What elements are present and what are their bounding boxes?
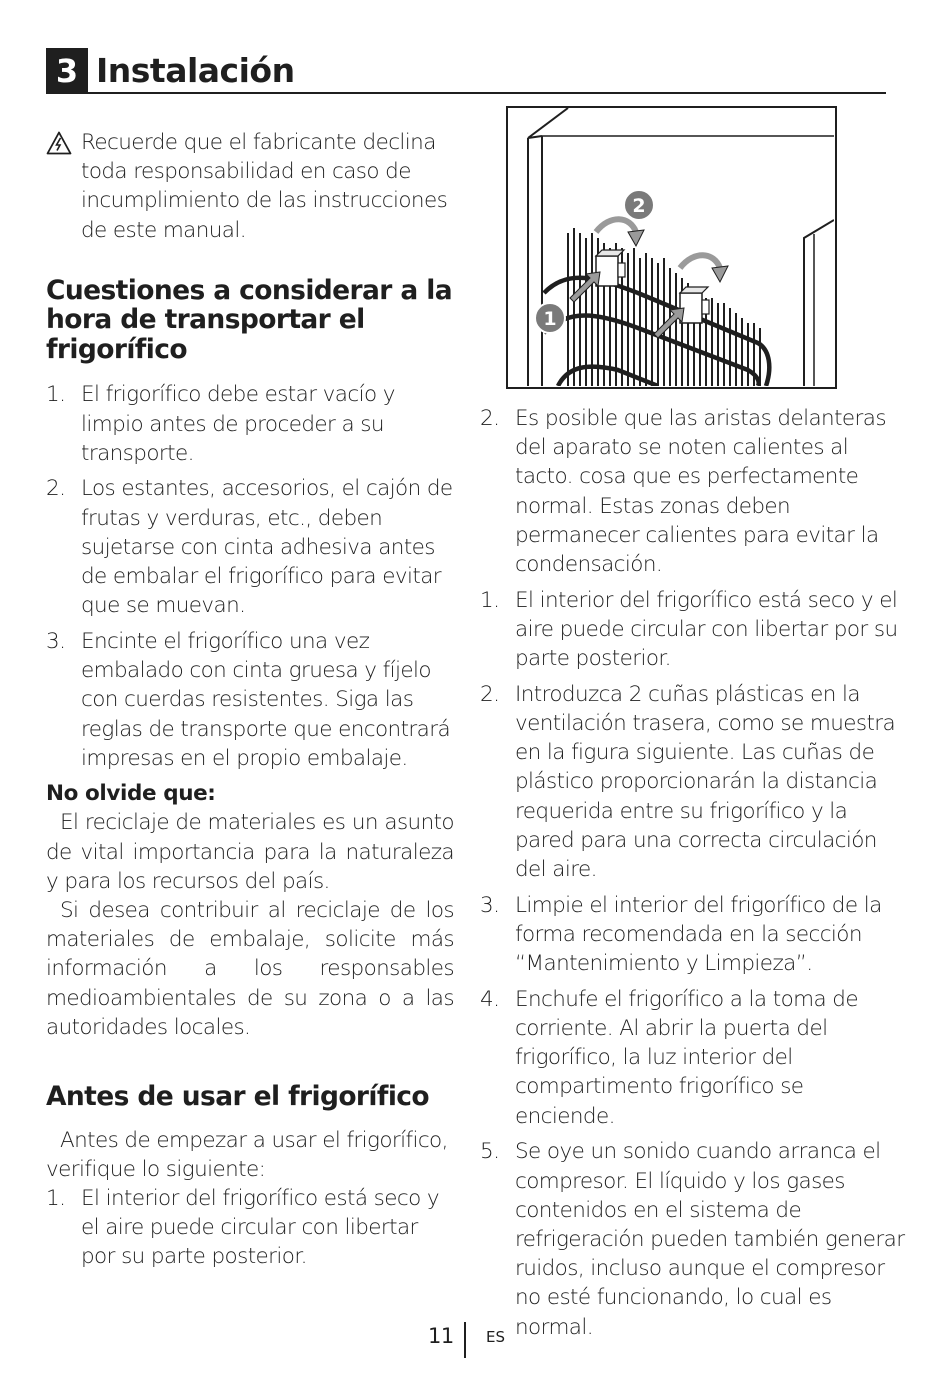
list-item xyxy=(46,1184,454,1272)
list-item xyxy=(480,985,905,1131)
list-number: 3. xyxy=(480,892,500,918)
list-item xyxy=(480,586,905,674)
recycling-info-paragraph: Si desea contribuir al reciclaje de los materiales de embalaje, solicite más información a los responsables medioambientales de su zona o a las autoridades locales. xyxy=(46,898,454,1040)
list-number: 3. xyxy=(46,628,66,654)
list-item xyxy=(46,627,454,773)
list-item xyxy=(480,680,905,884)
list-text: Limpie el interior del frigorífico de la forma recomendada en la sección “Mantenimiento y Limpieza”. xyxy=(515,892,882,977)
remember-heading: No olvide que: xyxy=(46,781,216,807)
list-number: 2. xyxy=(480,681,500,707)
list-number: 2. xyxy=(480,406,500,431)
list-text: Introduzca 2 cuñas plásticas en la ventilación trasera, como se muestra en la figura siguiente. Las cuñas de plástico proporcionarán la distancia requerida entre su frigorífico y la pared para una correcta circulación del aire. xyxy=(515,681,896,883)
fridge-rear-illustration xyxy=(508,108,834,386)
list-text: Es posible que las aristas delanteras del aparato se noten calientes al tacto. cosa que es perfectamente normal. Estas zonas deben permanecer calientes para evitar la condensación. xyxy=(515,406,886,578)
right-column xyxy=(480,404,905,1348)
chapter-number: 3 xyxy=(46,48,88,92)
chapter-title: Instalación xyxy=(96,51,295,90)
rotate-arrow-icon xyxy=(596,219,644,246)
svg-text:1: 1 xyxy=(543,308,557,330)
list-item xyxy=(46,474,454,620)
wedge-installation-figure xyxy=(506,106,837,389)
list-text: Enchufe el frigorífico a la toma de corriente. Al abrir la puerta del frigorífico, la luz interior del compartimento frigorífico se enciende. xyxy=(515,986,858,1129)
list-number: 4. xyxy=(480,986,500,1012)
list-number: 1. xyxy=(480,587,500,613)
list-number: 1. xyxy=(46,1185,66,1211)
transport-heading: Cuestiones a considerar a la hora de transportar el frigorífico xyxy=(46,274,453,365)
footer-divider xyxy=(464,1322,466,1358)
list-item xyxy=(480,404,905,579)
transport-list xyxy=(46,380,454,773)
chapter-header xyxy=(46,48,886,94)
page-footer xyxy=(0,1320,950,1360)
list-text: El interior del frigorífico está seco y el aire puede circular con libertar por su parte posterior. xyxy=(515,587,898,672)
callout-badge-1 xyxy=(535,303,565,333)
warning-text: Recuerde que el fabricante declina toda responsabilidad en caso de incumplimiento de las instrucciones de este manual. xyxy=(81,130,448,243)
recycling-paragraph: El reciclaje de materiales es un asunto de vital importancia para la naturaleza y para los recursos del país. xyxy=(46,810,454,894)
list-text: El frigorífico debe estar vacío y limpio antes de proceder a su transporte. xyxy=(81,382,395,466)
list-number: 1. xyxy=(46,382,66,408)
list-text: Los estantes, accesorios, el cajón de frutas y verduras, etc., deben sujetarse con cinta adhesiva antes de embalar el frigorífico para evitar que se muevan. xyxy=(81,476,453,619)
rotate-arrow-icon xyxy=(680,255,728,282)
callout-badge-2 xyxy=(624,190,654,220)
before-use-intro: Antes de empezar a usar el frigorífico, verifique lo siguiente: xyxy=(46,1127,448,1182)
page-number: 11 xyxy=(428,1324,454,1348)
svg-text:2: 2 xyxy=(632,195,646,217)
list-number: 2. xyxy=(46,476,66,502)
before-use-heading: Antes de usar el frigorífico xyxy=(46,1081,430,1113)
list-text: Se oye un sonido cuando arranca el compresor. El líquido y los gases contenidos en el sistema de refrigeración pueden también generar ruidos, incluso aunque el compresor no esté funcionando, lo cual es normal. xyxy=(515,1139,905,1340)
language-code: ES xyxy=(486,1328,505,1346)
list-item xyxy=(46,380,454,468)
list-text: El interior del frigorífico está seco y el aire puede circular con libertar por su parte posterior. xyxy=(81,1185,440,1270)
checklist xyxy=(480,404,905,1342)
plastic-wedge-icon xyxy=(596,250,625,286)
list-item xyxy=(480,891,905,979)
left-column xyxy=(46,128,454,1278)
warning-triangle-icon xyxy=(46,131,72,155)
plastic-wedge-icon xyxy=(680,287,709,323)
list-number: 5. xyxy=(480,1139,500,1165)
warning-note xyxy=(46,128,454,245)
before-use-list xyxy=(46,1184,454,1272)
list-text: Encinte el frigorífico una vez embalado con cinta gruesa y fíjelo con cuerdas resistentes. Siga las reglas de transporte que encontrará impresas en el propio embalaje. xyxy=(81,628,451,771)
list-item xyxy=(480,1137,905,1341)
